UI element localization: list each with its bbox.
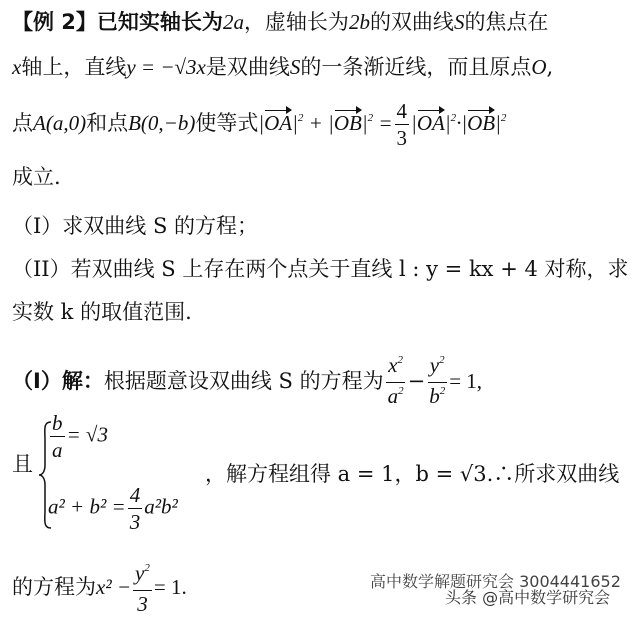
text: 的一条渐近线，而且原点 xyxy=(300,55,532,79)
text: 的双曲线 xyxy=(369,10,454,34)
problem-line-1 xyxy=(12,8,548,36)
math-S: S xyxy=(289,55,301,79)
fraction-y2-b2: $\frac{y^2}{b^2}$ xyxy=(429,353,446,408)
fraction-y2-3: $\frac{y^2}{3}$ xyxy=(135,561,150,616)
math-point-A: A(a,0) xyxy=(33,111,87,135)
math-vector-eq: $|OA|^2 + |OB|^2$ = xyxy=(258,111,393,135)
math-point-B: B(0,−b) xyxy=(128,111,196,135)
fraction-x2-a2: $\frac{x^2}{a^2}$ xyxy=(387,353,404,408)
equals-one: = 1, xyxy=(449,369,483,393)
example-label: 【例 2】已知实轴长为 xyxy=(12,10,223,34)
text: 根据题意设双曲线 S 的方程为 xyxy=(103,369,384,393)
final-line: 的方程为x² − $\frac{y^2}{3}$ = 1. xyxy=(12,561,187,616)
math-S: S xyxy=(453,10,465,34)
math-x2: x² − xyxy=(96,575,132,599)
problem-line-2: x轴上，直线y = −√3x是双曲线S的一条渐近线，而且原点O, xyxy=(12,55,554,79)
problem-line-3: 点A(a,0)和点B(0,−b)使等式$|OA|^2 + |OB|^2$ = $\frac{4}{3}$ $|OA|^2\cdot|OB|^2$ xyxy=(12,99,507,150)
text: 轴上，直线 xyxy=(21,55,127,79)
math-O: O xyxy=(531,55,547,79)
text: 的方程为 xyxy=(12,575,96,599)
math-asymptote: y = −√3x xyxy=(126,55,206,79)
question-2-line-1: （II）若双曲线 S 上存在两个点关于直线 l : y = kx + 4 对称，求 xyxy=(12,257,629,281)
text: 点 xyxy=(12,111,33,135)
text: 是双曲线 xyxy=(205,55,290,79)
text: 使等式 xyxy=(195,111,259,135)
question-2-line-2: 实数 k 的取值范围. xyxy=(12,300,192,324)
solve-text: ，解方程组得 a = 1，b = √3.∴所求双曲线 xyxy=(205,462,620,486)
watermark-2: 头条 @高中数学研究会 xyxy=(445,588,611,607)
fraction-4-3: $\frac{4}{3}$ xyxy=(129,483,141,534)
math-2a: 2a xyxy=(222,10,244,34)
solution-line-1: （I）解：根据题意设双曲线 S 的方程为 $\frac{x^2}{a^2}$ − $\frac{y^2}{b^2}$ = 1, xyxy=(12,352,482,413)
question-1: （I）求双曲线 S 的方程； xyxy=(12,214,259,238)
and-label: 且 xyxy=(12,452,33,476)
math-2b: 2b xyxy=(348,10,370,34)
solution-label: （I）解： xyxy=(12,369,104,393)
watermark-1: 高中数学解题研究会 3004441652 xyxy=(370,572,621,591)
problem-line-4: 成立. xyxy=(12,165,61,189)
text: 的焦点在 xyxy=(464,10,549,34)
system-eq-2: a² + b² = $\frac{4}{3}$ a²b² xyxy=(48,483,178,534)
text: ，虚轴长为 xyxy=(243,10,349,34)
fraction-4-3: $\frac{4}{3}$ xyxy=(396,99,408,150)
math-x: x xyxy=(12,55,22,79)
system-eq-1: $\frac{b}{a}$ = √3 xyxy=(52,411,108,462)
text: 和点 xyxy=(86,111,129,135)
